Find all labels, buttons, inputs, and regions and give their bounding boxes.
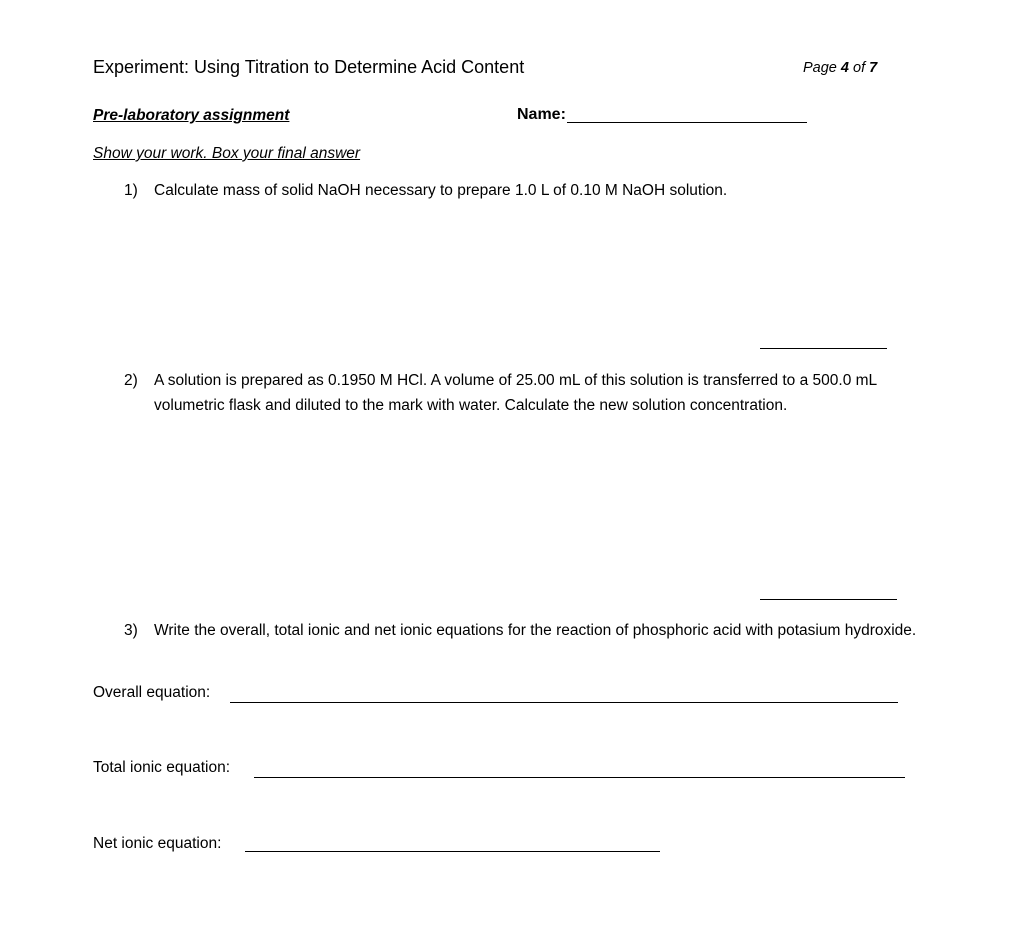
name-blank-line[interactable]	[567, 122, 807, 123]
question-3-number: 3)	[124, 622, 138, 639]
question-1-number: 1)	[124, 182, 138, 199]
net-ionic-equation-label: Net ionic equation:	[93, 835, 222, 852]
overall-equation-line[interactable]	[230, 702, 898, 703]
page-total: 7	[869, 60, 878, 76]
answer-line-2[interactable]	[760, 599, 897, 600]
name-label: Name:	[517, 106, 566, 123]
total-ionic-equation-label: Total ionic equation:	[93, 759, 231, 776]
page-indicator	[803, 60, 877, 76]
answer-line-1[interactable]	[760, 348, 887, 349]
question-2-number: 2)	[124, 372, 138, 389]
question-1-text: Calculate mass of solid NaOH necessary to prepare 1.0 L of 0.10 M NaOH solution.	[154, 182, 728, 199]
total-ionic-equation-line[interactable]	[254, 777, 905, 778]
page-current: 4	[840, 60, 849, 76]
instructions: Show your work. Box your final answer	[93, 145, 361, 162]
net-ionic-equation-line[interactable]	[245, 851, 660, 852]
section-heading: Pre-laboratory assignment	[93, 107, 290, 124]
document-title: Experiment: Using Titration to Determine Acid Content	[93, 57, 525, 77]
question-3-text: Write the overall, total ionic and net ionic equations for the reaction of phosphoric acid with potasium hydroxide.	[154, 622, 917, 639]
overall-equation-label: Overall equation:	[93, 684, 211, 701]
page-prefix: Page	[803, 60, 837, 76]
page-of: of	[853, 60, 866, 76]
question-2-text: A solution is prepared as 0.1950 M HCl. A volume of 25.00 mL of this solution is transferred to a 500.0 mL volumetric flask and diluted to the mark with water. Calculate the new solution concentration.	[154, 372, 877, 414]
